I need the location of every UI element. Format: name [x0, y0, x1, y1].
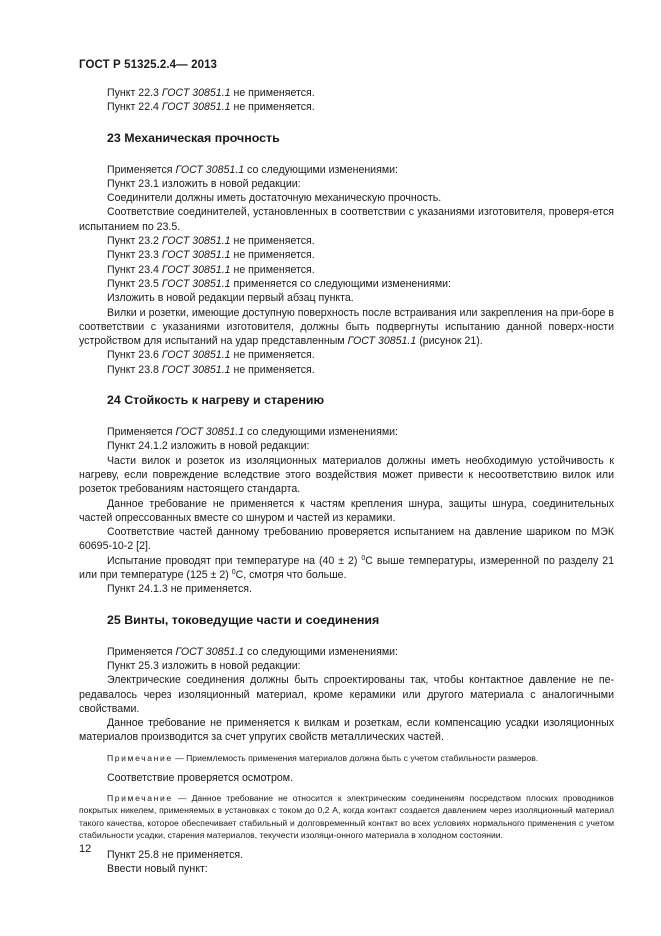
s25-paragraph: Электрические соединения должны быть спроектированы так, чтобы контактное давление не пе-редавалось через изоляционный материал, кроме керамики или другого материала с аналогичными свойствами.: [79, 674, 614, 715]
section-24-title: 24 Стойкость к нагреву и старению: [107, 393, 325, 408]
s23-applies: Применяется ГОСТ 30851.1 со следующими изменениями:: [107, 163, 398, 176]
s25-paragraph: Пункт 25.3 изложить в новой редакции:: [107, 659, 301, 672]
s23-item: Пункт 23.6 ГОСТ 30851.1 не применяется.: [107, 349, 315, 362]
s23-item: Пункт 23.8 ГОСТ 30851.1 не применяется.: [107, 363, 315, 376]
document-body: [79, 86, 614, 877]
s23-paragraph: Пункт 23.1 изложить в новой редакции:: [107, 177, 301, 190]
s24-paragraph: Пункт 24.1.2 изложить в новой редакции:: [107, 440, 310, 453]
s24-applies: Применяется ГОСТ 30851.1 со следующими изменениями:: [107, 426, 398, 439]
s23-paragraph: Вилки и розетки, имеющие доступную поверхность после встраивания или закрепления на при-боре в соответствии с указаниями изготовителя, должны быть подвергнуты испытанию данной поверх-ности устройством для испытаний на удар представленным ГОСТ 30851.1 (рисунок 21).: [79, 306, 614, 348]
s24-paragraph: Части вилок и розеток из изоляционных материалов должны иметь необходимую устойчивость к нагреву, если повреждение вследствие этого воздействия может привести к несоответствию вилок или розеток требованиям настоящего стандарта.: [79, 454, 614, 496]
s24-paragraph: Испытание проводят при температуре на (40 ± 2) $^0$С выше температуры, измеренной по разделу 21 или при температуре (125 ± 2) $^0$С, смотря что больше.: [79, 554, 614, 582]
s25-paragraph: Соответствие проверяется осмотром.: [107, 771, 294, 784]
s25-paragraph: Пункт 25.8 не применяется.: [107, 849, 244, 861]
s23-item: Пункт 23.2 ГОСТ 30851.1 не применяется.: [107, 235, 315, 248]
s23-paragraph: Изложить в новой редакции первый абзац пункта.: [107, 292, 354, 305]
s23-item: Пункт 23.4 ГОСТ 30851.1 не применяется.: [107, 263, 315, 276]
document-header: ГОСТ Р 51325.2.4— 2013: [79, 59, 218, 71]
section-23-title: 23 Механическая прочность: [107, 130, 280, 145]
s25-paragraph: Ввести новый пункт:: [107, 863, 208, 876]
intro-paragraph-1: Пункт 22.3 ГОСТ 30851.1 не применяется.: [107, 87, 315, 99]
note-2: Примечание — Данное требование не относится к электрическим соединениям посредством плоских проводников покрытых никелем, применяемых в установках с током до 0,2 А, когда контакт создается давлением через изоляционный материал такого качества, которое обеспечивает стабильный и долговременный контакт во всех условиях нормального применения с учетом стабильности усадки, старения материалов, текучести изоляци-онного материала в холодном состоянии.: [79, 793, 614, 840]
page-number: 12: [79, 843, 92, 855]
s23-item: Пункт 23.5 ГОСТ 30851.1 применяется со следующими изменениями:: [107, 277, 451, 290]
s25-applies: Применяется ГОСТ 30851.1 со следующими изменениями:: [107, 645, 398, 658]
s23-item: Пункт 23.3 ГОСТ 30851.1 не применяется.: [107, 249, 315, 262]
note-1: Примечание — Приемлемость применения материалов должна быть с учетом стабильности размеров.: [107, 752, 539, 763]
s24-paragraph: Соответствие частей данному требованию проверяется испытанием на давление шариком по МЭК 60695-10-2 [2].: [79, 526, 614, 553]
s24-paragraph: Данное требование не применяется к частям крепления шнура, защиты шнура, соединительных частей опрессованных вместе со шнуром и частей из керамики.: [79, 497, 614, 524]
s24-paragraph: Пункт 24.1.3 не применяется.: [107, 583, 252, 596]
s23-paragraph: Соединители должны иметь достаточную механическую прочность.: [107, 192, 442, 205]
s25-paragraph: Данное требование не применяется к вилкам и розеткам, если компенсацию усадки изоляционных материалов производится за счет упругих свойств металлических частей.: [79, 717, 614, 744]
s23-paragraph: Соответствие соединителей, установленных в соответствии с указаниями изготовителя, проверя-ется испытанием по 23.5.: [79, 206, 614, 233]
section-25-title: 25 Винты, токоведущие части и соединения: [107, 612, 380, 627]
intro-paragraph-2: Пункт 22.4 ГОСТ 30851.1 не применяется.: [107, 101, 315, 114]
